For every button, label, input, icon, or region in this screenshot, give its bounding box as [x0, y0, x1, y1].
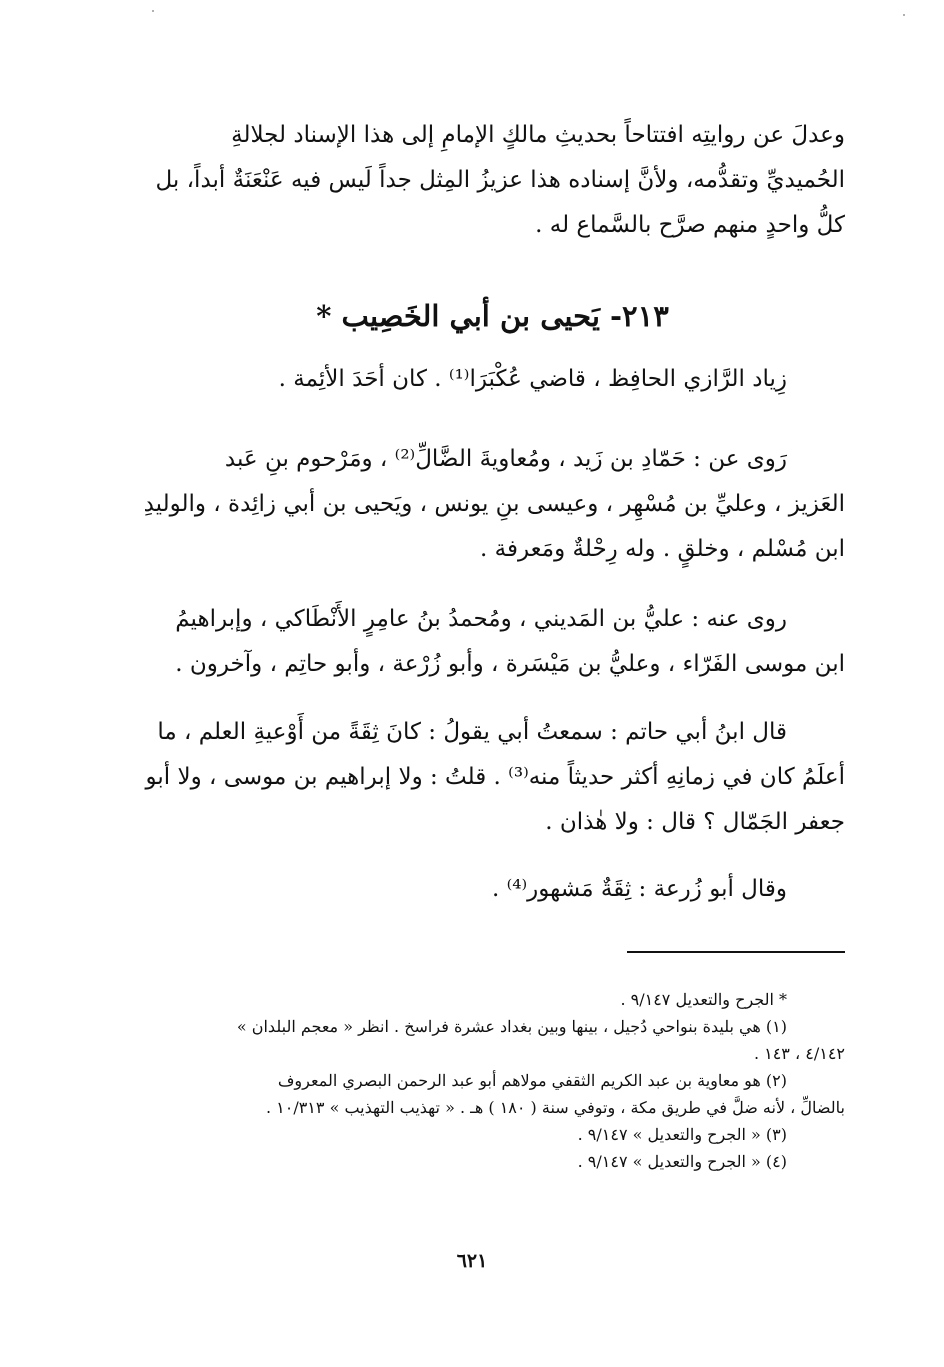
narrated-from-paragraph [140, 437, 845, 572]
paragraph-line: رَوى عن : حَمّادِ بن زَيد ، ومُعاويةَ الضَّالِّ⁽²⁾ ، ومَرْحوم بنِ عَبد [224, 446, 787, 472]
footnote-3: (٣) « الجرح والتعديل » ٩/١٤٧ . [577, 1125, 787, 1144]
footnote-4: (٤) « الجرح والتعديل » ٩/١٤٧ . [577, 1152, 787, 1171]
paragraph-line: وقال أبو زُرعة : ثِقَةٌ مَشهور⁽⁴⁾ . [491, 876, 787, 902]
intro-line: الحُميديِّ وتقدُّمه، ولأنَّ إسناده هذا عزيزُ المِثل جداً لَيس فيه عَنْعَنَةٌ أبداً، بل [155, 167, 845, 193]
intro-line: كلُّ واحدٍ منهم صرَّح بالسَّماع له . [535, 212, 845, 238]
narrators-from-him-paragraph [140, 597, 845, 687]
scan-speck [152, 10, 154, 12]
footnote-2: (٢) هو معاوية بن عبد الكريم الثقفي مولاهم أبو عبد الرحمن البصري المعروف [277, 1071, 787, 1090]
intro-line: وعدلَ عن روايتِه افتتاحاً بحديثِ مالكٍ الإمامِ إلى هذا الإسناد لجلالةِ [231, 122, 845, 148]
footnote-1-continued: ٤/١٤٢ ، ١٤٣ . [753, 1044, 845, 1063]
ibn-abi-hatim-paragraph [140, 710, 845, 845]
entry-heading: ٢١٣- يَحيى بن أبي الخَصِيب * [316, 299, 669, 333]
paragraph-line: العَزيز ، وعليِّ بن مُسْهِر ، وعيسى بنِ يونس ، ويَحيى بن أبي زائِدة ، والوليدِ [143, 491, 845, 517]
intro-paragraph [140, 113, 845, 248]
page-number: ٦٢١ [456, 1250, 488, 1272]
footnote-source: * الجرح والتعديل ٩/١٤٧ . [620, 990, 787, 1009]
paragraph-line: جعفر الجَمّال ؟ قال : ولا هٰذان . [545, 809, 845, 835]
paragraph-line: أعلَمُ كان في زمانِهِ أكثر حديثاً منه⁽³⁾ . قلتُ : ولا إبراهيم بن موسى ، ولا أبو [145, 764, 845, 790]
description-line: زِياد الرَّازي الحافِظ ، قاضي عُكْبَرَا⁽¹⁾ . كان أحَدَ الأئِمة . [278, 366, 787, 392]
scan-speck [903, 14, 905, 16]
footnote-2-continued: بالضالِّ ، لأنه ضلَّ في طريق مكة ، وتوفي سنة ( ١٨٠ ) هـ . « تهذيب التهذيب » ١٠/٣١٣ . [265, 1098, 845, 1117]
paragraph-line: قال ابنُ أبي حاتم : سمعتُ أبي يقولُ : كانَ ثِقَةً من أَوْعيةِ العلم ، ما [157, 719, 787, 745]
entry-description [140, 357, 845, 402]
abu-zura-paragraph [140, 867, 845, 912]
paragraph-line: روى عنه : عليُّ بن المَديني ، ومُحمدُ بنُ عامِرٍ الأَنْطَاكي ، وإبراهيمُ [175, 606, 787, 632]
footnote-separator [627, 951, 845, 953]
footnote-1: (١) هي بليدة بنواحي دُجيل ، بينها وبين بغداد عشرة فراسخ . انظر « معجم البلدان » [236, 1017, 787, 1036]
paragraph-line: ابن موسى الفَرّاء ، وعليُّ بن مَيْسَرة ، وأبو زُرْعة ، وأبو حاتِم ، وآخرون . [175, 651, 845, 677]
footnotes [183, 986, 845, 1175]
paragraph-line: ابن مُسْلم ، وخلقٍ . وله رِحْلةٌ ومَعرفة . [480, 536, 845, 562]
